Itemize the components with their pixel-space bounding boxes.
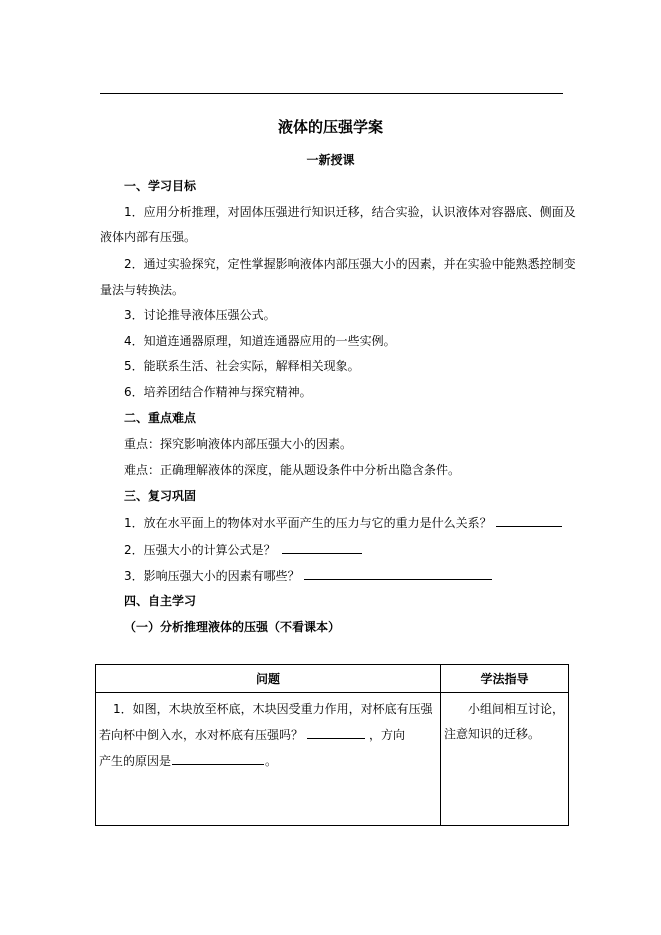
- review-question-text: 3．影响压强大小的因素有哪些？: [124, 569, 300, 583]
- key-points-heading: 二、重点难点: [124, 411, 197, 425]
- table-row: [96, 693, 569, 826]
- question-text: 。: [265, 754, 278, 768]
- guide-line: 注意知识的迁移。: [444, 727, 541, 741]
- goal-item: 量法与转换法。: [100, 283, 185, 297]
- goal-item: 4．知道连通器原理，知道连通器应用的一些实例。: [124, 334, 396, 348]
- question-text: 产生的原因是: [99, 754, 172, 768]
- column-header-guide: 学法指导: [441, 665, 569, 693]
- goals-heading: 一、学习目标: [124, 179, 197, 193]
- page-subtitle: 一新授课: [306, 153, 355, 167]
- question-line: [99, 752, 277, 769]
- question-text: 若向杯中倒入水，水对杯底有压强吗？: [99, 728, 304, 742]
- table-header-row: [96, 665, 569, 693]
- review-heading: 三、复习巩固: [124, 489, 197, 503]
- page-title: 液体的压强学案: [277, 118, 383, 136]
- question-text: ，方向: [369, 728, 406, 742]
- self-study-subheading: （一）分析推理液体的压强（不看课本）: [124, 620, 341, 634]
- guide-line: 小组间相互讨论，: [468, 702, 565, 716]
- review-question-text: 1．放在水平面上的物体对水平面产生的压力与它的重力是什么关系？: [124, 516, 492, 530]
- self-study-heading: 四、自主学习: [124, 594, 197, 608]
- review-question-1: [124, 514, 562, 531]
- review-question-text: 2．压强大小的计算公式是？: [124, 543, 276, 557]
- review-question-2: [124, 541, 362, 558]
- guide-cell: [441, 693, 569, 826]
- difficult-point: 难点：正确理解液体的深度，能从题设条件中分析出隐含条件。: [124, 463, 461, 477]
- header-rule: [100, 93, 563, 94]
- question-line: 1．如图，木块放至杯底，木块因受重力作用，对杯底有压强: [113, 702, 433, 716]
- goal-item: 3．讨论推导液体压强公式。: [124, 308, 276, 322]
- question-cell: [96, 693, 441, 826]
- goal-item: 5．能联系生活、社会实际，解释相关现象。: [124, 359, 360, 373]
- column-header-question: 问题: [96, 665, 441, 693]
- question-line: [99, 726, 405, 743]
- goal-item: 1．应用分析推理，对固体压强进行知识迁移，结合实验，认识液体对容器底、侧面及: [124, 205, 576, 219]
- goal-item: 6．培养团结合作精神与探究精神。: [124, 385, 312, 399]
- study-table: [95, 664, 569, 826]
- answer-blank[interactable]: [172, 752, 264, 765]
- goal-item: 液体内部有压强。: [100, 230, 197, 244]
- key-point: 重点：探究影响液体内部压强大小的因素。: [124, 437, 353, 451]
- answer-blank[interactable]: [304, 567, 492, 580]
- answer-blank[interactable]: [496, 514, 562, 527]
- answer-blank[interactable]: [307, 726, 365, 739]
- review-question-3: [124, 567, 492, 584]
- goal-item: 2．通过实验探究，定性掌握影响液体内部压强大小的因素，并在实验中能熟悉控制变: [124, 257, 576, 271]
- answer-blank[interactable]: [282, 541, 362, 554]
